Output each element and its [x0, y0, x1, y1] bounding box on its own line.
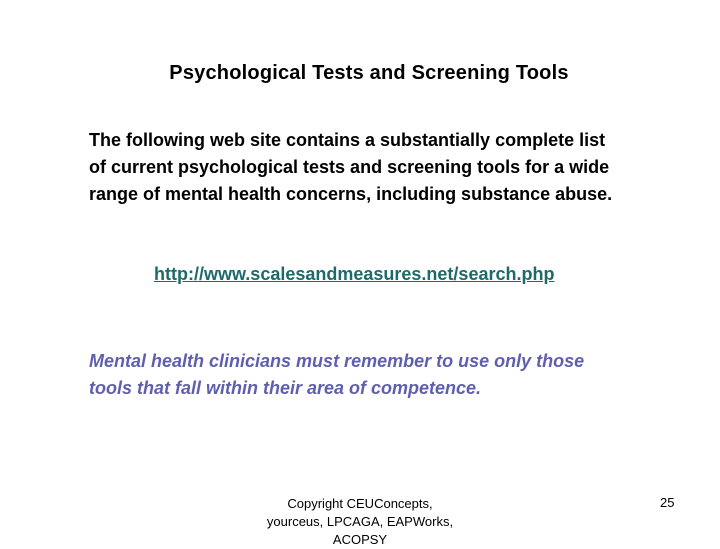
slide-title: Psychological Tests and Screening Tools — [169, 62, 569, 84]
website-link[interactable]: http://www.scalesandmeasures.net/search.php — [154, 264, 555, 284]
body-paragraph: The following web site contains a substantially complete list of current psychological tests and screening tools for a wide range of mental health concerns, including substance abuse. — [89, 130, 613, 204]
footer-copyright: Copyright CEUConcepts, yourceus, LPCAGA, EAPWorks, ACOPSY — [266, 496, 454, 547]
page-number: 25 — [660, 495, 675, 510]
competence-note: Mental health clinicians must remember to use only those tools that fall within their area of competence. — [89, 351, 585, 398]
